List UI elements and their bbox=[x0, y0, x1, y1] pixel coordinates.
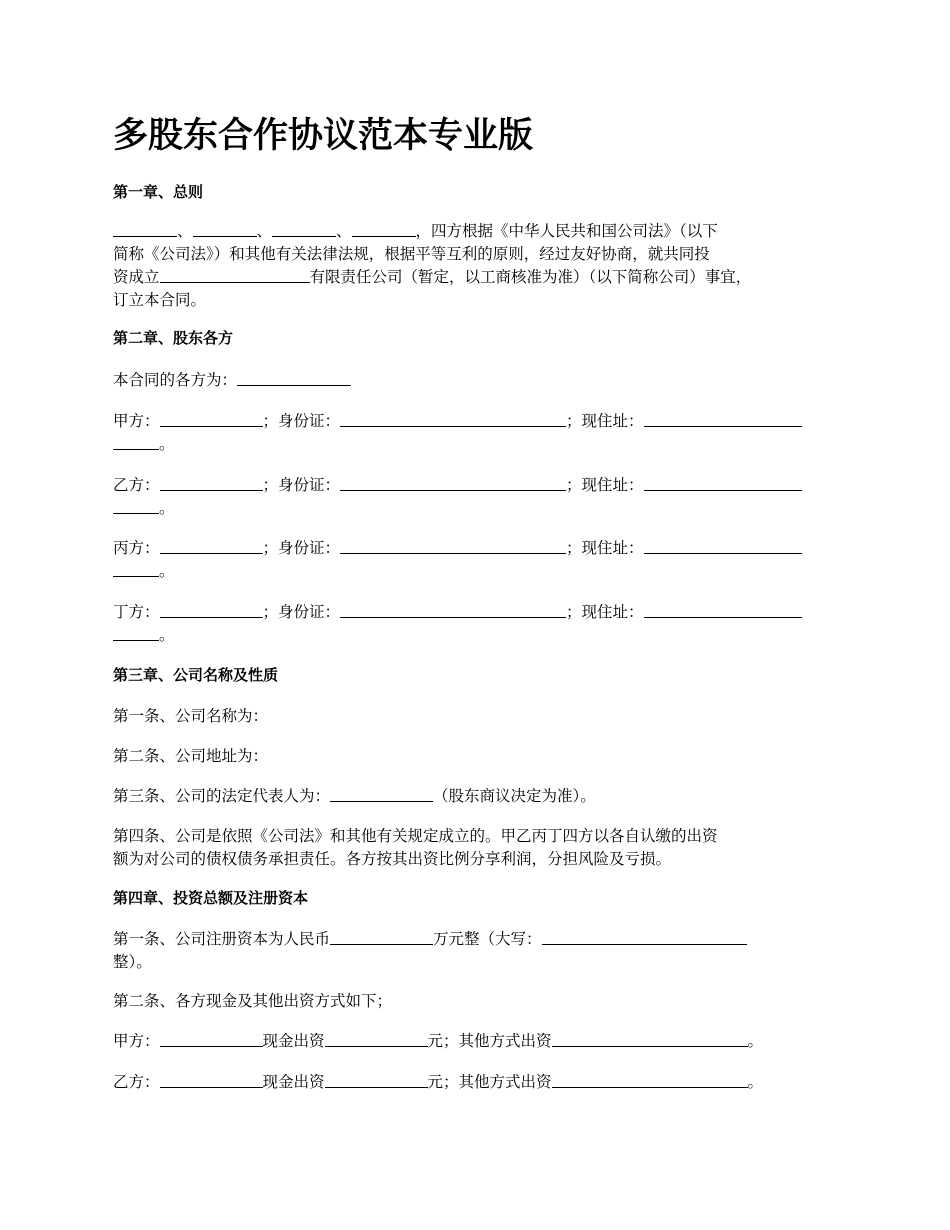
ch3-article-4-line-2: 额为对公司的债权债务承担责任。各方按其出资比例分享利润，分担风险及亏损。 bbox=[113, 850, 672, 868]
party-row-jia-cont: 。 bbox=[113, 433, 843, 455]
document-title: 多股东合作协议范本专业版 bbox=[113, 116, 534, 156]
chapter-2-heading: 第二章、股东各方 bbox=[113, 329, 234, 347]
blank-field bbox=[193, 221, 257, 237]
chapter-1-heading: 第一章、总则 bbox=[113, 183, 204, 201]
party-row-ding: 丁方： ；身份证： ；现住址： bbox=[113, 601, 843, 623]
party-row-ding-cont: 。 bbox=[113, 624, 843, 646]
address-blank bbox=[113, 498, 159, 514]
name-blank bbox=[160, 475, 263, 491]
ch3-article-4-line-1: 第四条、公司是依照《公司法》和其他有关规定成立的。甲乙丙丁四方以各自认缴的出资 bbox=[113, 827, 718, 845]
ch4-article-2: 第二条、各方现金及其他出资方式如下； bbox=[113, 992, 393, 1010]
cash-amount-blank bbox=[325, 1031, 428, 1047]
id-blank bbox=[340, 411, 566, 427]
ch4-article-1: 第一条、公司注册资本为人民币 万元整（大写： bbox=[113, 928, 843, 950]
cash-amount-blank bbox=[325, 1072, 428, 1088]
party-row-yi-cont: 。 bbox=[113, 497, 843, 519]
address-blank bbox=[644, 411, 802, 427]
ch1-paragraph-line-3: 资成立 有限责任公司（暂定，以工商核准为准）（以下简称公司）事宜， bbox=[113, 268, 752, 286]
address-blank bbox=[644, 602, 802, 618]
blank-field bbox=[113, 221, 177, 237]
address-blank bbox=[644, 538, 802, 554]
ch3-article-1: 第一条、公司名称为： bbox=[113, 707, 269, 725]
party-row-jia: 甲方： ；身份证： ；现住址： bbox=[113, 410, 843, 432]
party-row-yi: 乙方： ；身份证： ；现住址： bbox=[113, 474, 843, 496]
id-blank bbox=[340, 475, 566, 491]
blank-field bbox=[272, 221, 336, 237]
contribution-row-yi: 乙方： 现金出资 元；其他方式出资 。 bbox=[113, 1073, 764, 1091]
blank-field bbox=[352, 221, 416, 237]
other-method-blank bbox=[552, 1072, 748, 1088]
address-blank bbox=[644, 475, 802, 491]
name-blank bbox=[160, 1072, 263, 1088]
chapter-4-heading: 第四章、投资总额及注册资本 bbox=[113, 889, 309, 907]
name-blank bbox=[160, 602, 263, 618]
ch1-paragraph-line-2: 简称《公司法》）和其他有关法律法规，根据平等互利的原则，经过友好协商，就共同投 bbox=[113, 245, 710, 263]
party-row-bing-cont: 。 bbox=[113, 560, 843, 582]
ch3-article-2: 第二条、公司地址为： bbox=[113, 747, 269, 765]
name-blank bbox=[160, 1031, 263, 1047]
capital-uppercase-blank bbox=[542, 929, 747, 945]
ch1-paragraph-line-4: 订立本合同。 bbox=[113, 291, 207, 309]
other-method-blank bbox=[552, 1031, 748, 1047]
address-blank bbox=[113, 625, 159, 641]
party-row-bing: 丙方： ；身份证： ；现住址： bbox=[113, 537, 843, 559]
ch3-article-3: 第三条、公司的法定代表人为： （股东商议决定为准）。 bbox=[113, 787, 596, 805]
parties-intro: 本合同的各方为： bbox=[113, 369, 843, 391]
chapter-3-heading: 第三章、公司名称及性质 bbox=[113, 666, 279, 684]
company-name-blank bbox=[160, 267, 310, 283]
id-blank bbox=[340, 538, 566, 554]
representative-blank bbox=[330, 786, 433, 802]
ch4-article-1-cont: 整）。 bbox=[113, 953, 152, 971]
id-blank bbox=[340, 602, 566, 618]
blank-field bbox=[237, 370, 351, 386]
ch1-paragraph-line-1: 、 、 、 ，四方根据《中华人民共和国公司法》（以下 bbox=[113, 220, 843, 242]
address-blank bbox=[113, 434, 159, 450]
name-blank bbox=[160, 411, 263, 427]
capital-amount-blank bbox=[330, 929, 433, 945]
contribution-row-jia: 甲方： 现金出资 元；其他方式出资 。 bbox=[113, 1032, 764, 1050]
name-blank bbox=[160, 538, 263, 554]
address-blank bbox=[113, 561, 159, 577]
